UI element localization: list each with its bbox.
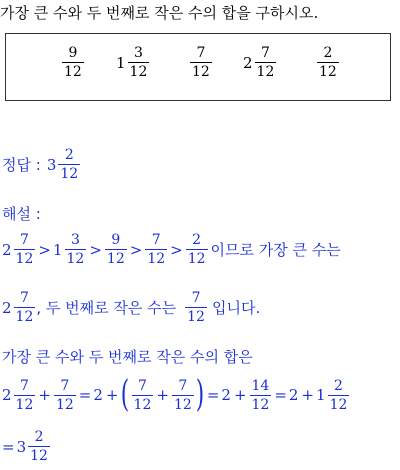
numerator: 7 <box>196 45 206 61</box>
numerator: 7 <box>178 377 188 394</box>
fraction <box>250 379 272 412</box>
denominator: 12 <box>147 251 166 267</box>
numerator: 7 <box>261 45 270 61</box>
fraction <box>172 379 194 412</box>
numerator: 2 <box>64 147 74 163</box>
whole-number: 3 <box>46 155 57 174</box>
fraction <box>62 46 84 79</box>
whole-number: 2 <box>221 386 231 404</box>
sum-line <box>2 374 350 415</box>
whole-number: 2 <box>243 53 253 72</box>
equals-symbol: = <box>2 437 15 456</box>
fraction <box>128 46 150 79</box>
choice-3 <box>189 46 213 79</box>
choice-2 <box>116 46 150 79</box>
choice-5 <box>316 46 340 79</box>
denominator: 12 <box>15 251 34 267</box>
denominator: 12 <box>173 396 192 413</box>
numerator: 7 <box>20 232 29 248</box>
denominator: 12 <box>187 251 206 267</box>
choice-1 <box>61 46 85 79</box>
fraction <box>14 379 36 412</box>
whole-number: 2 <box>2 386 12 404</box>
numerator: 7 <box>20 377 29 394</box>
numerator: 3 <box>134 45 143 61</box>
numerator: 2 <box>192 232 202 248</box>
numerator: 7 <box>191 290 201 306</box>
numerator: 7 <box>137 377 147 394</box>
fraction <box>317 46 339 79</box>
denominator: 12 <box>251 396 270 413</box>
denominator: 12 <box>106 251 125 267</box>
whole-number: 2 <box>2 240 12 259</box>
answer-line <box>2 148 81 181</box>
whole-number: 2 <box>2 298 12 317</box>
whole-number: 1 <box>316 386 326 404</box>
whole-number: 1 <box>52 240 63 259</box>
right-paren: ) <box>195 374 205 415</box>
denominator: 12 <box>64 64 82 80</box>
whole-number: 1 <box>116 53 126 72</box>
numerator: 2 <box>323 45 333 61</box>
whole-number: 2 <box>288 386 299 404</box>
greater-than-symbol: > <box>89 240 102 259</box>
fraction <box>54 379 76 412</box>
fraction <box>328 379 350 412</box>
greater-than-symbol: > <box>170 240 183 259</box>
fraction <box>58 148 80 181</box>
comparison-suffix: 이므로 가장 큰 수는 <box>210 241 341 259</box>
largest-text-mid: , 두 번째로 작은 수는 <box>36 299 177 317</box>
denominator: 12 <box>60 166 79 182</box>
question-text: 가장 큰 수와 두 번째로 작은 수의 합을 구하시오. <box>0 4 319 22</box>
fraction <box>65 233 87 266</box>
largest-text-end: 입니다. <box>211 299 261 317</box>
numerator: 2 <box>334 377 343 394</box>
final-line <box>2 430 51 463</box>
denominator: 12 <box>256 64 275 80</box>
denominator: 12 <box>66 251 85 267</box>
comparison-line <box>2 233 341 266</box>
explanation-label: 해설 : <box>2 205 41 223</box>
choice-box <box>5 33 391 101</box>
denominator: 12 <box>55 396 74 413</box>
fraction <box>105 233 127 266</box>
numerator: 7 <box>151 232 161 248</box>
equals-symbol: = <box>274 386 287 404</box>
fraction <box>190 46 212 79</box>
sum-intro: 가장 큰 수와 두 번째로 작은 수의 합은 <box>2 348 253 366</box>
numerator: 2 <box>34 429 44 445</box>
denominator: 12 <box>187 309 205 325</box>
numerator: 9 <box>111 232 121 248</box>
fraction <box>14 233 36 266</box>
answer-label: 정답 : <box>2 156 41 174</box>
choice-4 <box>243 46 277 79</box>
left-paren: ( <box>121 374 130 415</box>
denominator: 12 <box>329 396 348 413</box>
fraction <box>132 379 154 412</box>
greater-than-symbol: > <box>129 240 143 259</box>
plus-symbol: + <box>233 386 247 404</box>
plus-symbol: + <box>156 386 169 404</box>
denominator: 12 <box>30 448 48 464</box>
whole-number: 3 <box>16 437 27 456</box>
plus-symbol: + <box>38 386 51 404</box>
fraction <box>28 430 50 463</box>
fraction <box>255 46 277 79</box>
numerator: 14 <box>251 377 270 394</box>
numerator: 7 <box>60 377 70 394</box>
numerator: 3 <box>70 232 80 248</box>
equals-symbol: = <box>78 386 92 404</box>
largest-line <box>2 291 260 324</box>
plus-symbol: + <box>105 386 119 404</box>
denominator: 12 <box>129 64 148 80</box>
denominator: 12 <box>319 64 337 80</box>
numerator: 7 <box>20 290 29 306</box>
greater-than-symbol: > <box>38 240 51 259</box>
fraction <box>14 291 36 324</box>
denominator: 12 <box>15 396 34 413</box>
fraction <box>186 233 208 266</box>
denominator: 12 <box>192 64 210 80</box>
fraction <box>145 233 167 266</box>
equals-symbol: = <box>206 386 220 404</box>
denominator: 12 <box>15 309 34 325</box>
whole-number: 2 <box>93 386 103 404</box>
numerator: 9 <box>68 45 78 61</box>
denominator: 12 <box>133 396 152 413</box>
fraction <box>185 291 207 324</box>
plus-symbol: + <box>301 386 315 404</box>
